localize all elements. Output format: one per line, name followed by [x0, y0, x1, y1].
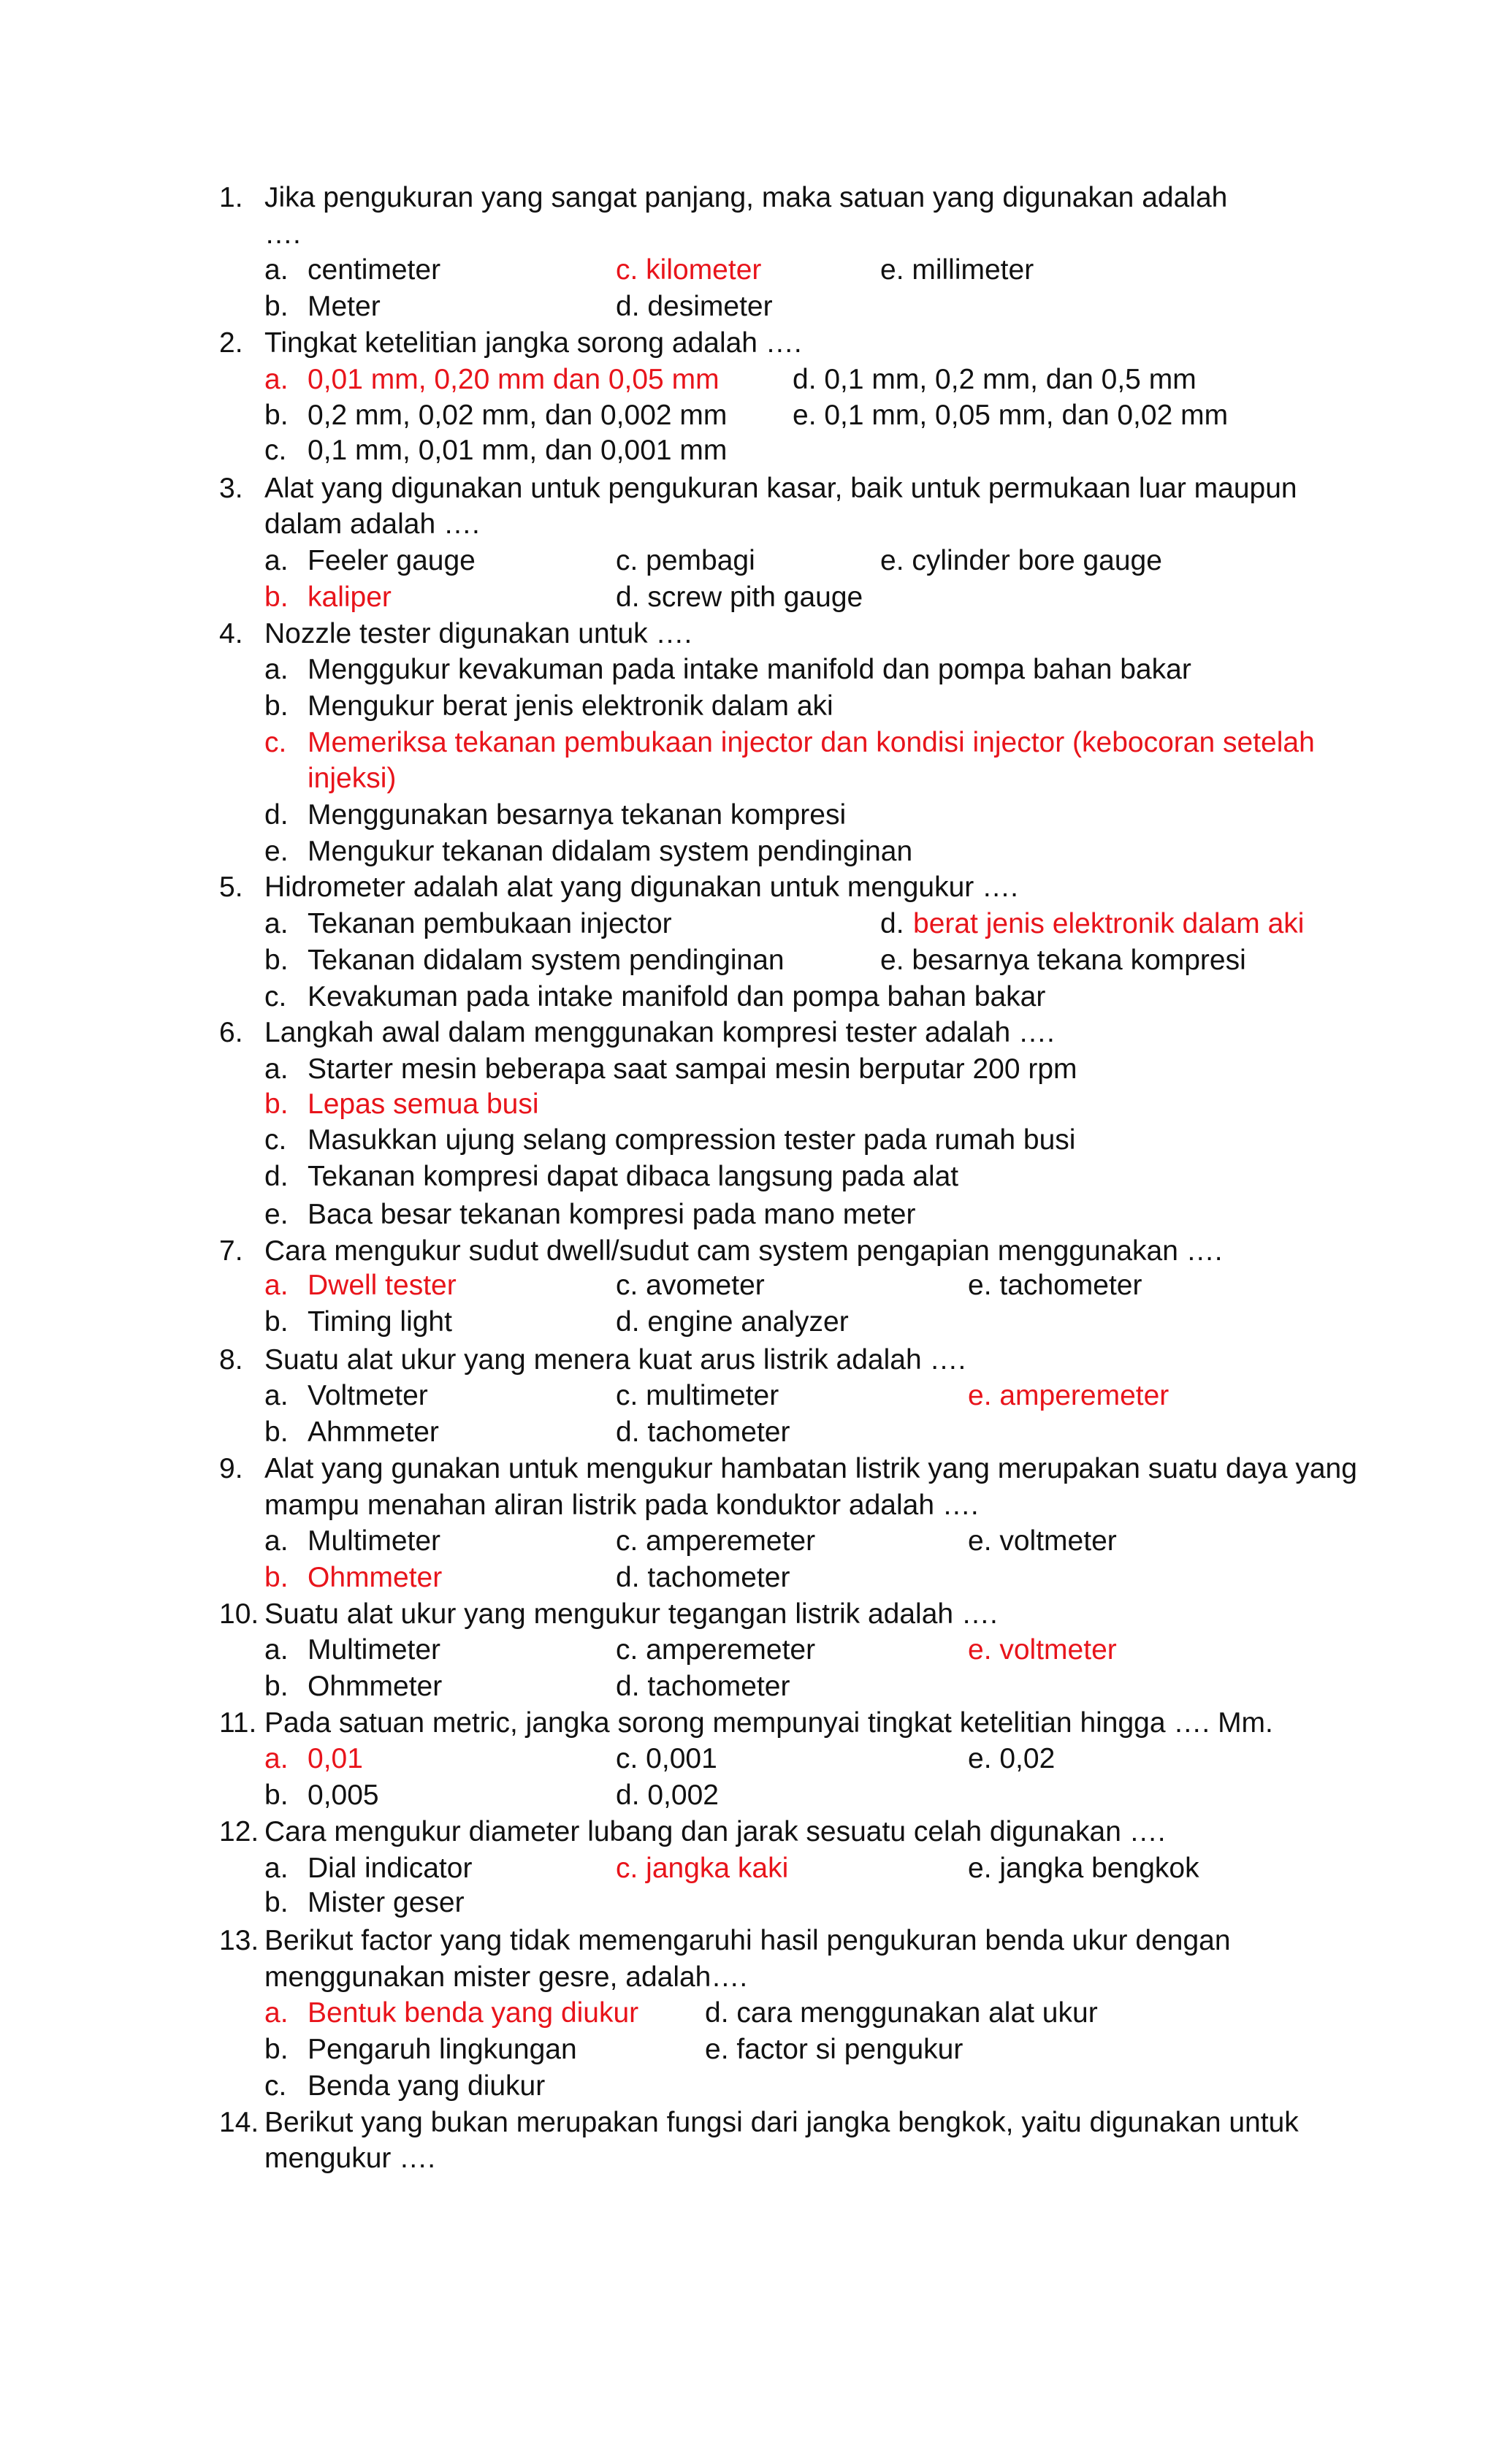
question-number: 11.: [219, 1706, 257, 1739]
answer-option: Ohmmeter: [308, 1671, 443, 1703]
option-letter: b.: [264, 690, 289, 722]
answer-option: e. factor si pengukur: [705, 2034, 963, 2066]
answer-option: c. pembagi: [616, 545, 755, 577]
correct-answer-option: Lepas semua busi: [308, 1088, 539, 1120]
question-text: dalam adalah ….: [264, 508, 480, 541]
option-letter: e.: [264, 1198, 289, 1230]
question-number: 7.: [219, 1235, 243, 1267]
answer-option: Multimeter: [308, 1634, 441, 1666]
question-text: menggunakan mister gesre, adalah….: [264, 1961, 748, 1993]
answer-option: c. 0,001: [616, 1743, 717, 1775]
question-text: Alat yang digunakan untuk pengukuran kasar, baik untuk permukaan luar maupun: [264, 472, 1297, 504]
option-letter: a.: [264, 254, 289, 286]
correct-answer-option: e. voltmeter: [968, 1634, 1117, 1666]
answer-option: e. besarnya tekana kompresi: [880, 944, 1246, 976]
answer-option: Feeler gauge: [308, 545, 476, 577]
option-letter: a.: [264, 1634, 289, 1666]
answer-option: Tekanan pembukaan injector: [308, 908, 672, 940]
answer-option: d. tachometer: [616, 1561, 790, 1593]
option-letter: c.: [264, 1124, 287, 1156]
option-letter: a.: [264, 363, 289, 395]
answer-option: Voltmeter: [308, 1380, 428, 1412]
correct-answer-option: berat jenis elektronik dalam aki: [913, 908, 1305, 940]
question-text: mampu menahan aliran listrik pada konduktor adalah ….: [264, 1489, 979, 1521]
question-number: 9.: [219, 1452, 243, 1484]
option-letter: b.: [264, 291, 289, 323]
question-number: 13.: [219, 1925, 259, 1957]
question-text: Berikut factor yang tidak memengaruhi hasil pengukuran benda ukur dengan: [264, 1925, 1231, 1957]
correct-answer-option: c. kilometer: [616, 254, 762, 286]
question-text: mengukur ….: [264, 2143, 436, 2175]
answer-option: e. voltmeter: [968, 1525, 1117, 1557]
answer-option: d. tachometer: [616, 1671, 790, 1703]
option-letter: c.: [264, 980, 287, 1012]
question-text: ….: [264, 218, 301, 250]
question-text: Suatu alat ukur yang menera kuat arus listrik adalah ….: [264, 1343, 966, 1376]
question-text: Berikut yang bukan merupakan fungsi dari jangka bengkok, yaitu digunakan untuk: [264, 2106, 1299, 2138]
question-number: 8.: [219, 1343, 243, 1376]
option-letter: a.: [264, 1743, 289, 1775]
option-letter: b.: [264, 1671, 289, 1703]
correct-answer-option: injeksi): [308, 763, 397, 795]
question-text: Jika pengukuran yang sangat panjang, maka satuan yang digunakan adalah: [264, 182, 1228, 213]
answer-option: e. 0,02: [968, 1743, 1056, 1775]
correct-answer-option: kaliper: [308, 581, 392, 613]
answer-option: d. tachometer: [616, 1416, 790, 1449]
correct-answer-option: c. jangka kaki: [616, 1852, 789, 1884]
answer-option: e. 0,1 mm, 0,05 mm, dan 0,02 mm: [793, 400, 1229, 432]
answer-option: Menggunakan besarnya tekanan kompresi: [308, 799, 847, 831]
option-letter: b.: [264, 944, 289, 976]
question-text: Cara mengukur sudut dwell/sudut cam system pengapian menggunakan ….: [264, 1235, 1223, 1267]
question-text: Hidrometer adalah alat yang digunakan untuk mengukur ….: [264, 871, 1018, 904]
option-letter: a.: [264, 1270, 289, 1302]
correct-answer-option: 0,01: [308, 1743, 363, 1775]
option-letter: b.: [264, 1416, 289, 1449]
answer-option: Masukkan ujung selang compression tester pada rumah busi: [308, 1124, 1076, 1156]
option-letter: a.: [264, 654, 289, 686]
answer-option: e. jangka bengkok: [968, 1852, 1199, 1884]
question-number: 5.: [219, 871, 243, 904]
correct-answer-option: Dwell tester: [308, 1270, 457, 1302]
correct-answer-option: Ohmmeter: [308, 1561, 443, 1593]
answer-option: 0,2 mm, 0,02 mm, dan 0,002 mm: [308, 400, 728, 432]
option-letter: b.: [264, 2034, 289, 2066]
answer-option: Tekanan kompresi dapat dibaca langsung pada alat: [308, 1161, 959, 1193]
question-text: Pada satuan metric, jangka sorong mempunyai tingkat ketelitian hingga …. Mm.: [264, 1706, 1273, 1739]
answer-option: 0,005: [308, 1780, 379, 1812]
answer-option: Benda yang diukur: [308, 2070, 546, 2102]
answer-option: d.: [880, 908, 904, 940]
option-letter: a.: [264, 1380, 289, 1412]
answer-option: Kevakuman pada intake manifold dan pompa bahan bakar: [308, 980, 1046, 1012]
option-letter: a.: [264, 908, 289, 940]
question-number: 10.: [219, 1598, 259, 1630]
correct-answer-option: Memeriksa tekanan pembukaan injector dan kondisi injector (kebocoran setelah: [308, 726, 1315, 758]
answer-option: Ahmmeter: [308, 1416, 439, 1449]
option-letter: c.: [264, 2070, 287, 2102]
question-text: Suatu alat ukur yang mengukur tegangan listrik adalah ….: [264, 1598, 998, 1630]
answer-option: d. screw pith gauge: [616, 581, 863, 613]
question-number: 1.: [219, 182, 243, 213]
option-letter: b.: [264, 1887, 289, 1919]
option-letter: e.: [264, 835, 289, 867]
answer-option: Menggukur kevakuman pada intake manifold dan pompa bahan bakar: [308, 654, 1191, 686]
answer-option: c. avometer: [616, 1270, 765, 1302]
option-letter: a.: [264, 545, 289, 577]
correct-answer-option: e. amperemeter: [968, 1380, 1169, 1412]
answer-option: c. amperemeter: [616, 1525, 816, 1557]
answer-option: Starter mesin beberapa saat sampai mesin berputar 200 rpm: [308, 1053, 1077, 1086]
correct-answer-option: 0,01 mm, 0,20 mm dan 0,05 mm: [308, 363, 720, 395]
answer-option: Meter: [308, 291, 381, 323]
option-letter: d.: [264, 1161, 289, 1193]
option-letter: b.: [264, 1561, 289, 1593]
option-letter: c.: [264, 434, 287, 466]
answer-option: Multimeter: [308, 1525, 441, 1557]
question-number: 2.: [219, 327, 243, 359]
question-number: 6.: [219, 1017, 243, 1049]
option-letter: b.: [264, 581, 289, 613]
question-text: Cara mengukur diameter lubang dan jarak sesuatu celah digunakan ….: [264, 1815, 1166, 1847]
answer-option: Timing light: [308, 1305, 452, 1338]
answer-option: c. multimeter: [616, 1380, 779, 1412]
answer-option: Mister geser: [308, 1887, 465, 1919]
option-letter: b.: [264, 1088, 289, 1120]
question-number: 14.: [219, 2106, 259, 2138]
question-text: Langkah awal dalam menggunakan kompresi tester adalah ….: [264, 1017, 1055, 1049]
question-text: Nozzle tester digunakan untuk ….: [264, 617, 692, 649]
answer-option: centimeter: [308, 254, 441, 286]
option-letter: b.: [264, 400, 289, 432]
answer-option: Pengaruh lingkungan: [308, 2034, 577, 2066]
question-number: 3.: [219, 472, 243, 504]
answer-option: d. 0,1 mm, 0,2 mm, dan 0,5 mm: [793, 363, 1197, 395]
option-letter: a.: [264, 1997, 289, 2029]
question-text: Tingkat ketelitian jangka sorong adalah ….: [264, 327, 802, 359]
correct-answer-option: Bentuk benda yang diukur: [308, 1997, 639, 2029]
option-letter: d.: [264, 799, 289, 831]
option-letter: b.: [264, 1305, 289, 1338]
answer-option: Tekanan didalam system pendinginan: [308, 944, 785, 976]
answer-option: Baca besar tekanan kompresi pada mano meter: [308, 1198, 916, 1230]
answer-option: Mengukur berat jenis elektronik dalam aki: [308, 690, 833, 722]
option-letter: a.: [264, 1525, 289, 1557]
option-letter: a.: [264, 1053, 289, 1086]
answer-option: Dial indicator: [308, 1852, 473, 1884]
answer-option: 0,1 mm, 0,01 mm, dan 0,001 mm: [308, 434, 728, 466]
option-letter: c.: [264, 726, 287, 758]
answer-option: c. amperemeter: [616, 1634, 816, 1666]
answer-option: Mengukur tekanan didalam system pendinginan: [308, 835, 913, 867]
option-letter: a.: [264, 1852, 289, 1884]
question-number: 4.: [219, 617, 243, 649]
answer-option: d. engine analyzer: [616, 1305, 849, 1338]
question-number: 12.: [219, 1815, 259, 1847]
question-text: Alat yang gunakan untuk mengukur hambatan listrik yang merupakan suatu daya yang: [264, 1452, 1357, 1484]
answer-option: e. cylinder bore gauge: [880, 545, 1162, 577]
answer-option: e. millimeter: [880, 254, 1034, 286]
answer-option: d. desimeter: [616, 291, 773, 323]
answer-option: d. 0,002: [616, 1780, 719, 1812]
option-letter: b.: [264, 1780, 289, 1812]
answer-option: d. cara menggunakan alat ukur: [705, 1997, 1098, 2029]
answer-option: e. tachometer: [968, 1270, 1142, 1302]
